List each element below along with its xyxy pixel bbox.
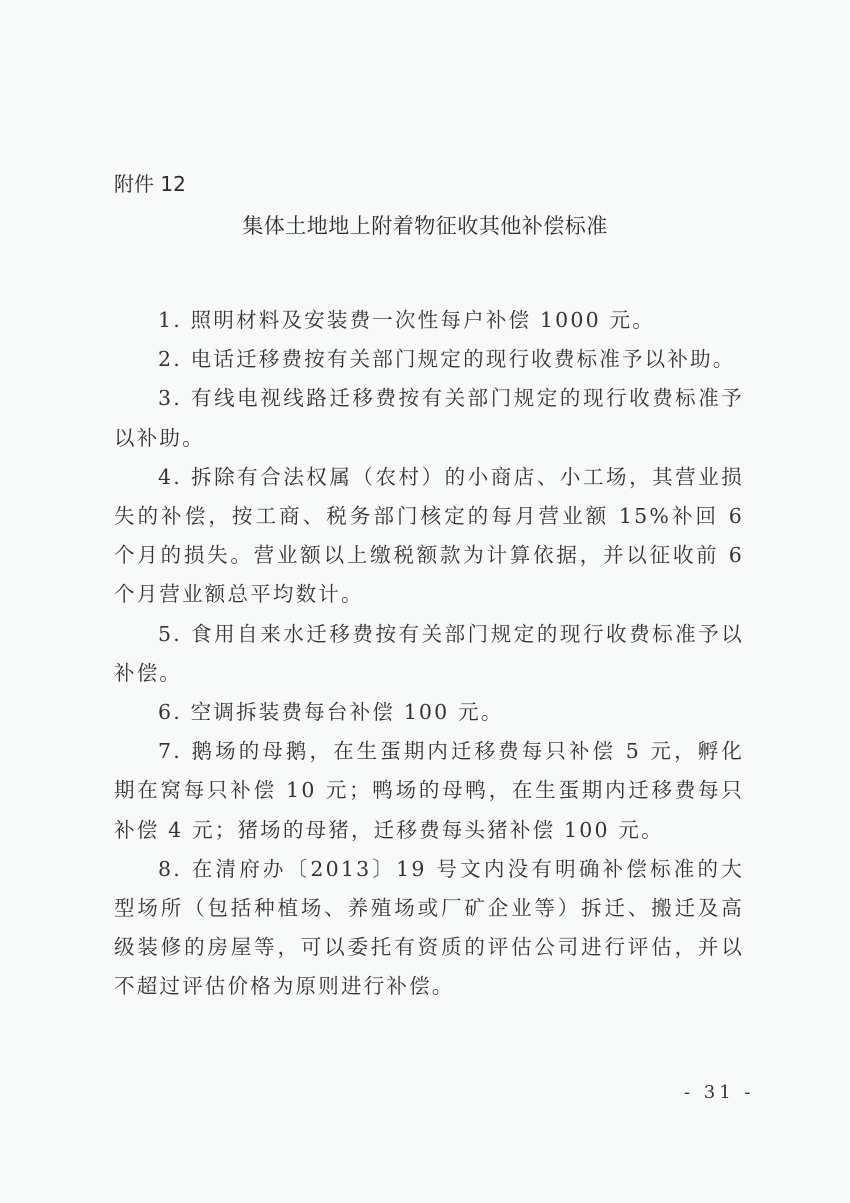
paragraph-item-7: 7. 鹅场的母鹅，在生蛋期内迁移费每只补偿 5 元，孵化期在窝每只补偿 10 元；鸭场的母鸭，在生蛋期内迁移费每只补偿 4 元；猪场的母猪，迁移费每头猪补偿 100 元。 xyxy=(114,739,744,842)
paragraph-item-6: 6. 空调拆装费每台补偿 100 元。 xyxy=(158,700,504,725)
paragraph-item-3: 3. 有线电视线路迁移费按有关部门规定的现行收费标准予以补助。 xyxy=(114,386,744,450)
attachment-label: 附件 12 xyxy=(114,172,186,196)
paragraph-item-4: 4. 拆除有合法权属（农村）的小商店、小工场，其营业损失的补偿，按工商、税务部门核定的每月营业额 15%补回 6 个月的损失。营业额以上缴税额款为计算依据，并以征收前 6 个月营业额总平均数计。 xyxy=(114,464,744,607)
paragraph-item-2: 2. 电话迁移费按有关部门规定的现行收费标准予以补助。 xyxy=(158,347,736,372)
page-number: - 31 - xyxy=(684,1082,755,1103)
paragraph-item-8: 8. 在清府办〔2013〕19 号文内没有明确补偿标准的大型场所（包括种植场、养殖场或厂矿企业等）拆迁、搬迁及高级装修的房屋等，可以委托有资质的评估公司进行评估，并以不超过评估价格为原则进行补偿。 xyxy=(114,856,744,999)
paragraph-item-5: 5. 食用自来水迁移费按有关部门规定的现行收费标准予以补偿。 xyxy=(114,621,744,685)
paragraph-item-1: 1. 照明材料及安装费一次性每户补偿 1000 元。 xyxy=(158,308,655,332)
document-body xyxy=(114,301,744,1007)
document-title: 集体土地地上附着物征收其他补偿标准 xyxy=(242,214,608,238)
